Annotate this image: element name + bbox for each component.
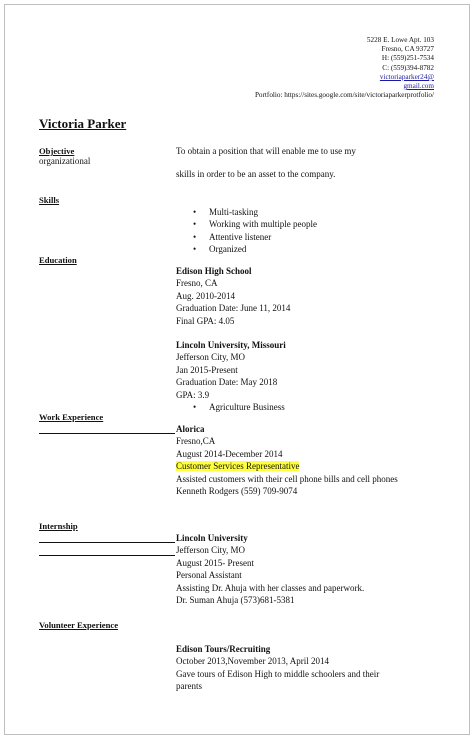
work-heading: Work Experience [39, 412, 104, 422]
volunteer-entry [176, 643, 379, 693]
contact-email-link[interactable]: victoriaparker24@ [379, 72, 434, 81]
work-employer: Alorica [176, 424, 205, 434]
school-dates: Jan 2015-Present [176, 364, 238, 375]
school-gpa: Final GPA: 4.05 [176, 315, 235, 326]
skills-list [176, 206, 317, 256]
school-graduation: Graduation Date: May 2018 [176, 377, 278, 388]
volunteer-org: Edison Tours/Recruiting [176, 644, 271, 654]
school-graduation: Graduation Date: June 11, 2014 [176, 303, 291, 314]
school-dates: Aug. 2010-2014 [176, 290, 235, 301]
education-school-1 [176, 265, 290, 327]
contact-cell-phone: C: (559)394-8782 [382, 63, 434, 72]
volunteer-duty-2: parents [176, 681, 202, 692]
internship-divider [39, 542, 175, 543]
internship-dates: August 2015- Present [176, 557, 254, 568]
work-duty: Assisted customers with their cell phone bills and cell phones [176, 473, 398, 484]
school-major-list [176, 401, 286, 413]
volunteer-dates: October 2013,November 2013, April 2014 [176, 656, 329, 667]
volunteer-duty-1: Gave tours of Edison High to middle schoolers and their [176, 668, 380, 679]
internship-heading: Internship [39, 521, 78, 531]
internship-entry [176, 532, 364, 606]
contact-portfolio: Portfolio: https://sites.google.com/site/victoriaparkerprotfolio/ [254, 91, 434, 100]
school-location: Jefferson City, MO [176, 352, 245, 363]
skill-item: • Organized [176, 243, 317, 255]
work-entry [176, 423, 398, 497]
skill-item: • Multi-tasking [176, 206, 317, 218]
school-gpa: GPA: 3.9 [176, 389, 210, 400]
objective-line-1: To obtain a position that will enable me to use my [176, 146, 356, 156]
internship-employer: Lincoln University [176, 533, 248, 543]
objective-sub: organizational [39, 156, 91, 166]
internship-divider-2 [39, 555, 175, 556]
work-title: Customer Services Representative [176, 461, 300, 472]
work-location: Fresno,CA [176, 436, 216, 447]
contact-city: Fresno, CA 93727 [381, 45, 434, 54]
contact-email-link-cont[interactable]: gmail.com [403, 82, 434, 91]
education-heading: Education [39, 255, 77, 265]
skills-heading: Skills [39, 195, 60, 205]
internship-reference: Dr. Suman Ahuja (573)681-5381 [176, 595, 295, 606]
contact-address: 5228 E. Lowe Apt. 103 [366, 36, 434, 44]
school-name: Edison High School [176, 266, 252, 276]
school-name: Lincoln University, Missouri [176, 340, 286, 350]
applicant-name: Victoria Parker [39, 116, 127, 131]
internship-duty: Assisting Dr. Ahuja with her classes and paperwork. [176, 582, 365, 593]
school-location: Fresno, CA [176, 278, 218, 289]
volunteer-heading: Volunteer Experience [39, 620, 119, 630]
work-divider [39, 433, 175, 434]
work-dates: August 2014-December 2014 [176, 448, 283, 459]
skill-item: • Working with multiple people [176, 218, 317, 230]
school-major: • Agriculture Business [176, 401, 286, 413]
internship-title: Personal Assistant [176, 570, 242, 581]
education-school-2 [176, 339, 286, 413]
contact-block [255, 36, 434, 100]
objective-heading: Objective [39, 146, 75, 156]
work-reference: Kenneth Rodgers (559) 709-9074 [176, 486, 298, 497]
internship-location: Jefferson City, MO [176, 545, 245, 556]
skill-item: • Attentive listener [176, 231, 317, 243]
objective-line-2: skills in order to be an asset to the company. [176, 169, 336, 179]
contact-home-phone: H: (559)251-7534 [381, 54, 434, 63]
